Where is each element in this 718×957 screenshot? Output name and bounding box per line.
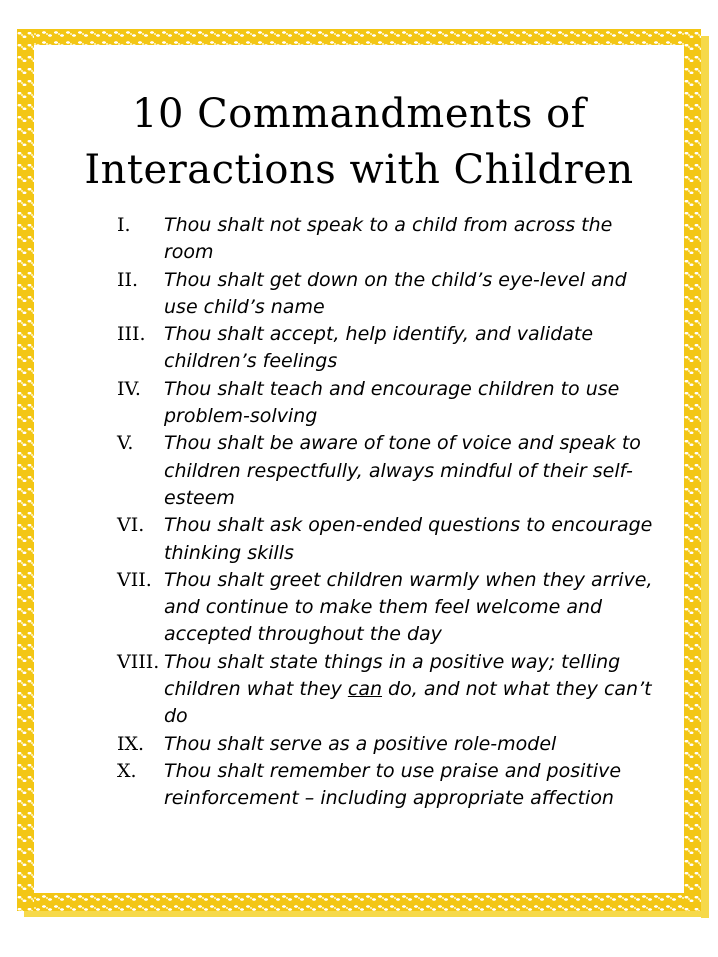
- list-item: [117, 321, 662, 376]
- list-item: [117, 649, 662, 731]
- decorative-border-bottom: [17, 893, 700, 911]
- list-numeral: VII.: [117, 568, 152, 591]
- list-item-text: Thou shalt not speak to a child from across the room: [164, 214, 613, 264]
- list-item: [117, 430, 662, 512]
- list-item: [117, 731, 662, 758]
- list-item-text: Thou shalt ask open-ended questions to encourage thinking skills: [164, 514, 653, 564]
- list-item: [117, 758, 662, 813]
- decorative-border-left: [17, 29, 34, 911]
- list-item-text: [164, 649, 662, 731]
- list-item: [117, 212, 662, 267]
- page-title: [34, 86, 684, 198]
- border-shadow-bottom: [24, 911, 709, 917]
- border-shadow-right: [701, 36, 709, 918]
- list-numeral: III.: [117, 323, 146, 346]
- list-item: [117, 512, 662, 567]
- list-item-text: Thou shalt be aware of tone of voice and speak to children respectfully, always mindful of their self-esteem: [164, 432, 641, 509]
- list-item-text: Thou shalt greet children warmly when they arrive, and continue to make them feel welcome and accepted throughout the day: [164, 568, 653, 646]
- list-numeral: VI.: [117, 514, 145, 537]
- decorative-border-top: [17, 29, 700, 45]
- list-item: [117, 267, 662, 322]
- list-item-text: Thou shalt teach and encourage children to use problem-solving: [164, 377, 620, 428]
- list-numeral: II.: [117, 268, 139, 291]
- list-numeral: IX.: [117, 732, 145, 755]
- list-item-text: Thou shalt get down on the child’s eye-level and use child’s name: [164, 268, 627, 318]
- list-item-text: Thou shalt serve as a positive role-model: [164, 732, 557, 755]
- list-item-text: Thou shalt remember to use praise and positive reinforcement – including appropriate affection: [164, 759, 622, 810]
- list-numeral: IV.: [117, 377, 141, 400]
- commandments-list: [117, 212, 662, 813]
- list-item-text-before: Thou shalt state things in a positive way; telling children what they: [164, 650, 621, 701]
- list-numeral: V.: [117, 432, 134, 455]
- list-item: [117, 376, 662, 431]
- list-numeral: I.: [117, 214, 131, 236]
- list-numeral: VIII.: [117, 650, 160, 673]
- title-line-1: 10 Commandments of: [132, 91, 586, 137]
- list-item: [117, 567, 662, 649]
- list-item-text: Thou shalt accept, help identify, and validate children’s feelings: [164, 323, 594, 373]
- decorative-border-right: [684, 29, 701, 911]
- underlined-word: can: [347, 678, 383, 701]
- list-item-text-after: do, and not what they can’t do: [164, 678, 652, 728]
- title-line-2: Interactions with Children: [84, 147, 634, 193]
- list-numeral: X.: [117, 759, 137, 782]
